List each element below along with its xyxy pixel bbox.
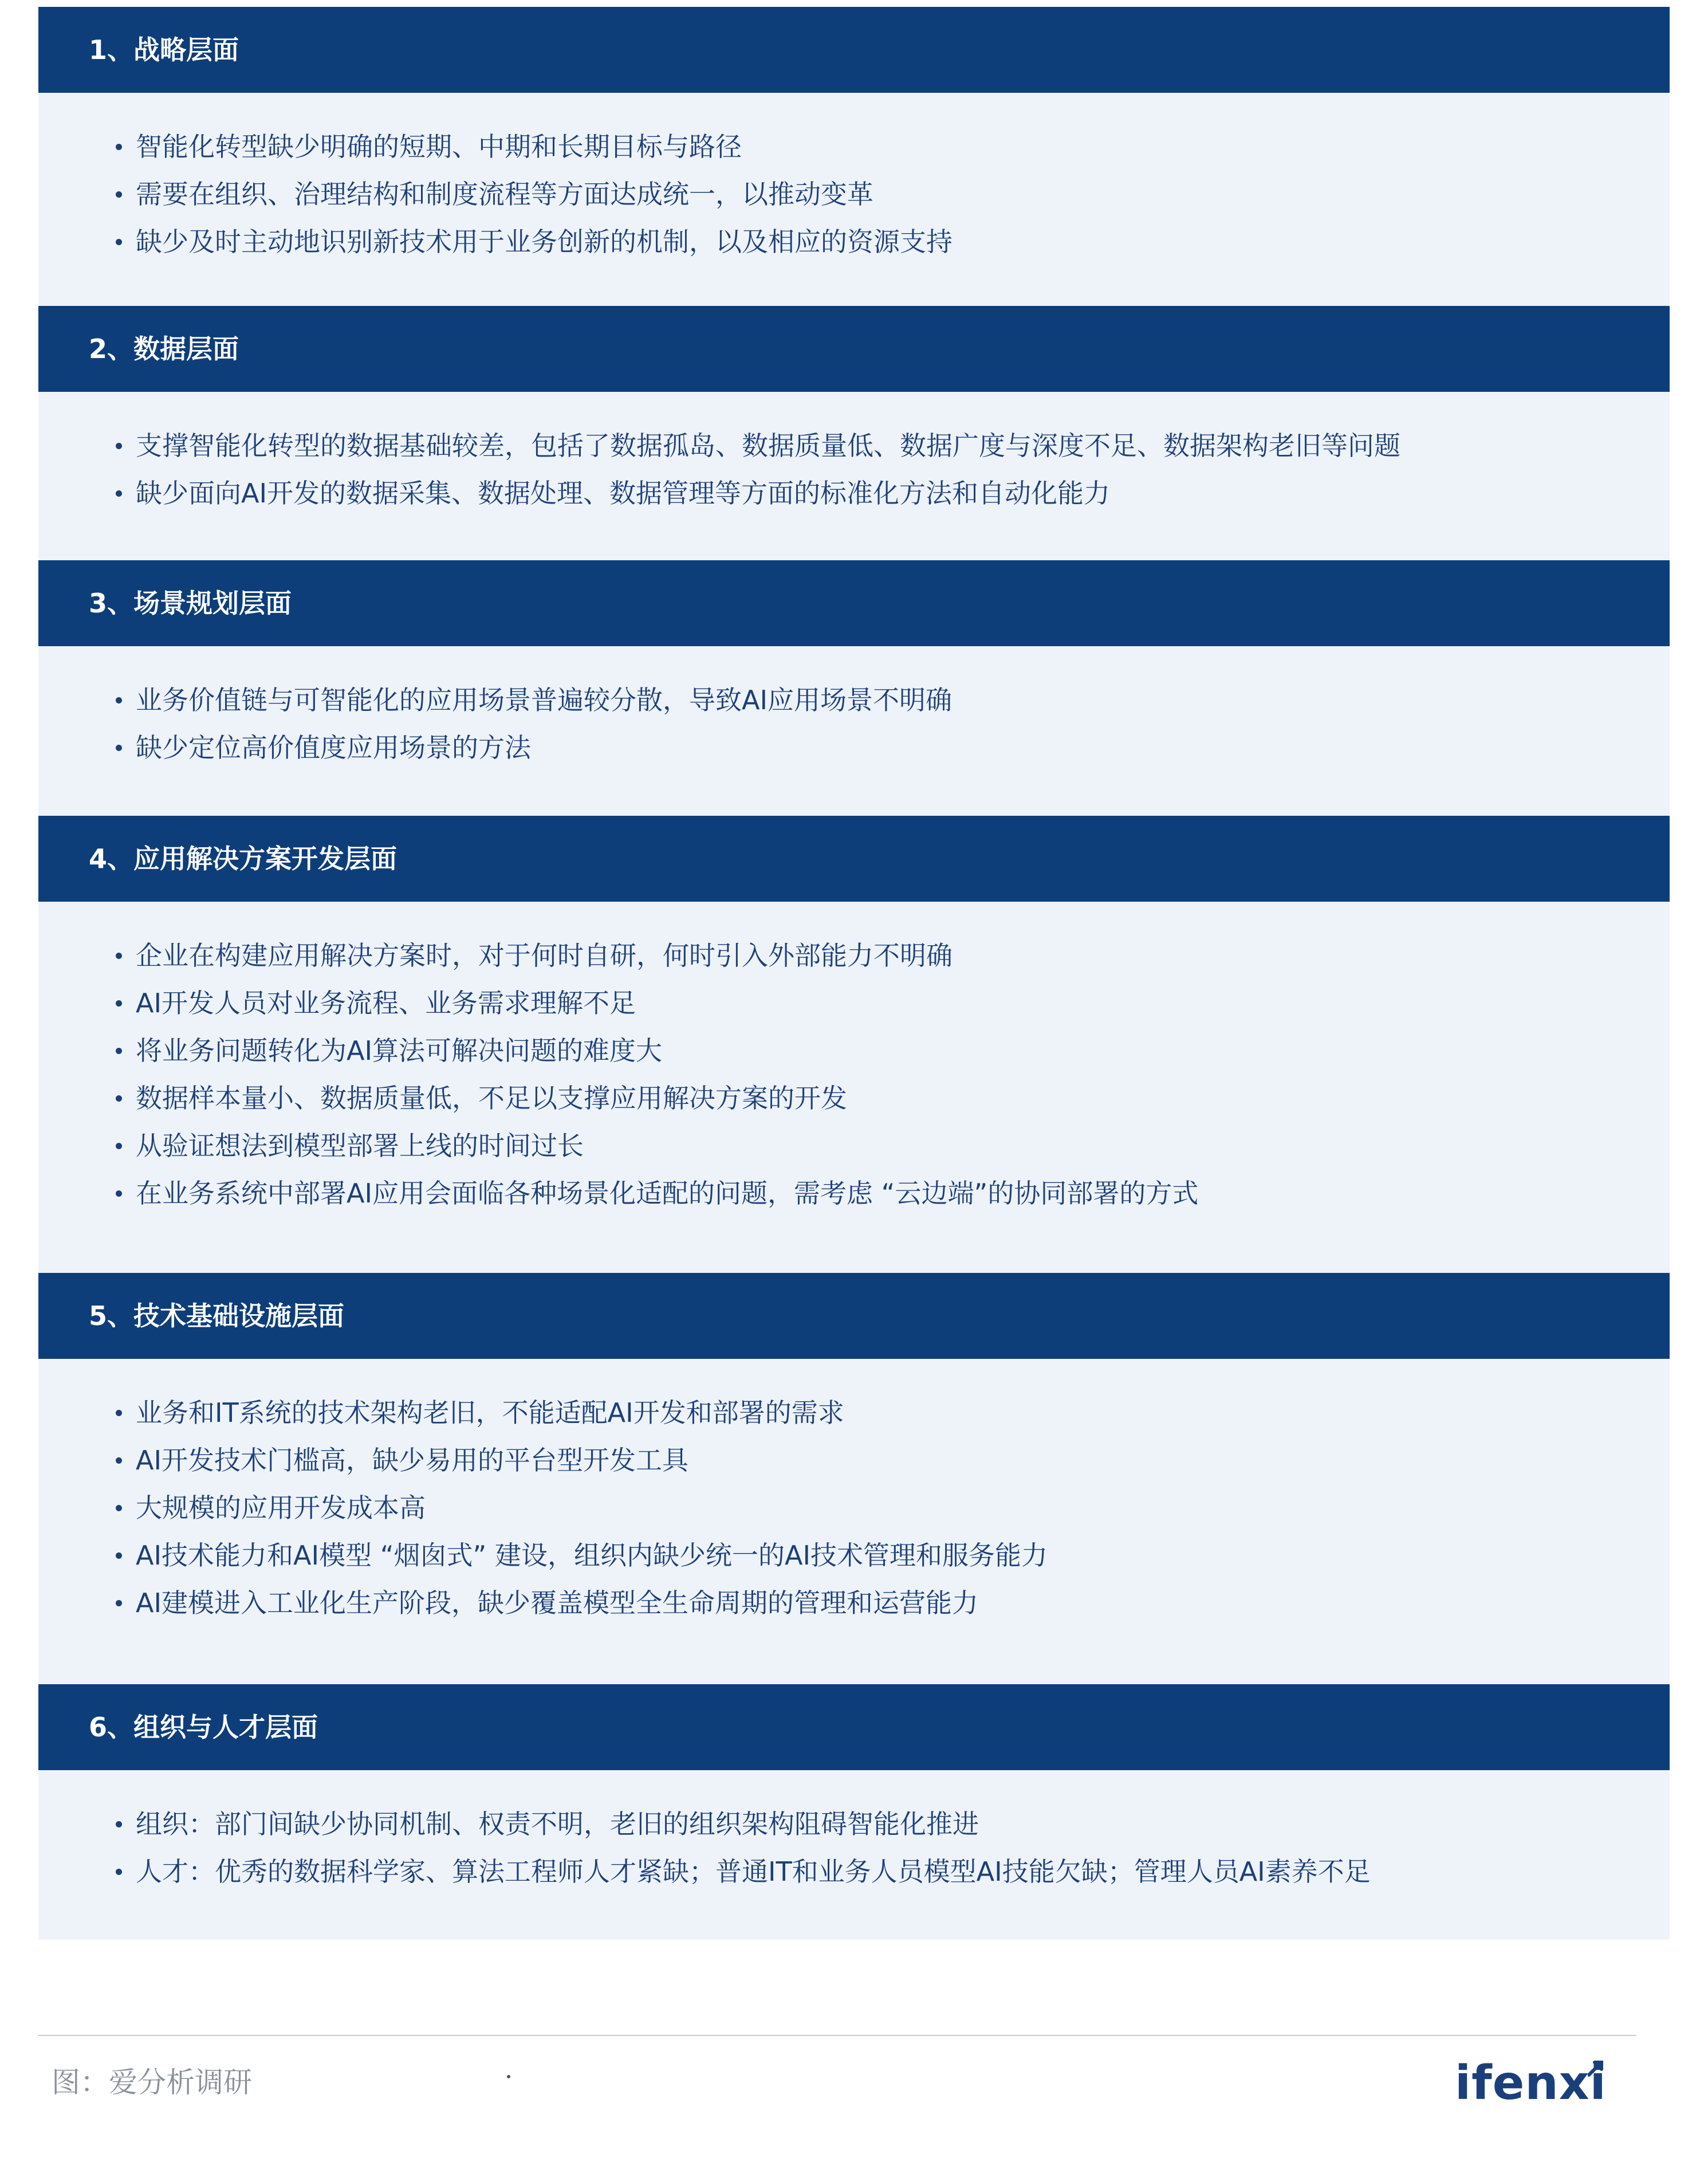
bullet-icon — [116, 490, 122, 497]
list-item: 缺少及时主动地识别新技术用于业务创新的机制，以及相应的资源支持 — [38, 218, 1670, 266]
bullet-icon — [116, 1600, 122, 1606]
list-item: 缺少定位高价值度应用场景的方法 — [38, 724, 1670, 772]
bullet-icon — [116, 1505, 122, 1511]
dot-mark — [507, 2075, 510, 2078]
item-list — [38, 1801, 1670, 1896]
ifenxi-logo — [1455, 2052, 1607, 2115]
bullet-icon — [116, 239, 122, 245]
section-body — [38, 646, 1670, 816]
section-body — [38, 93, 1670, 306]
list-item: AI技术能力和AI模型 “烟囱式” 建设，组织内缺少统一的AI技术管理和服务能力 — [38, 1532, 1670, 1579]
list-item: 支撑智能化转型的数据基础较差，包括了数据孤岛、数据质量低、数据广度与深度不足、数据架构老旧等问题 — [38, 422, 1670, 470]
section-organization-talent — [38, 1684, 1670, 1940]
item-list — [38, 1389, 1670, 1627]
section-body — [38, 392, 1670, 560]
bullet-icon — [116, 1143, 122, 1149]
section-header — [38, 306, 1670, 392]
list-item: 缺少面向AI开发的数据采集、数据处理、数据管理等方面的标准化方法和自动化能力 — [38, 470, 1670, 517]
bullet-icon — [116, 144, 122, 150]
bullet-icon — [116, 1457, 122, 1464]
section-header — [38, 1273, 1670, 1359]
bullet-icon — [116, 953, 122, 959]
section-scenario-planning — [38, 560, 1670, 816]
list-item: 业务和IT系统的技术架构老旧，不能适配AI开发和部署的需求 — [38, 1389, 1670, 1437]
section-strategy — [38, 7, 1670, 306]
section-body — [38, 1359, 1670, 1684]
footer-divider — [38, 2035, 1636, 2036]
section-title: 3、场景规划层面 — [89, 588, 292, 619]
list-item: AI建模进入工业化生产阶段，缺少覆盖模型全生命周期的管理和运营能力 — [38, 1579, 1670, 1627]
section-header — [38, 560, 1670, 646]
list-item: 组织：部门间缺少协同机制、权责不明，老旧的组织架构阻碍智能化推进 — [38, 1801, 1670, 1848]
bullet-icon — [116, 1190, 122, 1197]
bullet-icon — [116, 1869, 122, 1875]
section-data — [38, 306, 1670, 560]
list-item: 业务价值链与可智能化的应用场景普遍较分散，导致AI应用场景不明确 — [38, 677, 1670, 724]
bullet-icon — [116, 745, 122, 751]
list-item: 人才：优秀的数据科学家、算法工程师人才紧缺；普通IT和业务人员模型AI技能欠缺；管理人员AI素养不足 — [38, 1848, 1670, 1896]
section-header — [38, 1684, 1670, 1770]
figure-source: 图：爱分析调研 — [52, 2066, 252, 2099]
section-body — [38, 902, 1670, 1273]
item-list — [38, 932, 1670, 1217]
item-list — [38, 677, 1670, 772]
item-list — [38, 422, 1670, 517]
list-item: 智能化转型缺少明确的短期、中期和长期目标与路径 — [38, 123, 1670, 171]
section-infrastructure — [38, 1273, 1670, 1684]
bullet-icon — [116, 443, 122, 449]
bullet-icon — [116, 1095, 122, 1102]
bullet-icon — [116, 1048, 122, 1054]
list-item: AI开发技术门槛高，缺少易用的平台型开发工具 — [38, 1437, 1670, 1484]
bullet-icon — [116, 1552, 122, 1559]
section-title: 5、技术基础设施层面 — [89, 1300, 345, 1331]
list-item: 在业务系统中部署AI应用会面临各种场景化适配的问题，需考虑 “云边端”的协同部署的方式 — [38, 1170, 1670, 1217]
list-item: 需要在组织、治理结构和制度流程等方面达成统一，以推动变革 — [38, 171, 1670, 218]
list-item: 大规模的应用开发成本高 — [38, 1484, 1670, 1532]
list-item: 将业务问题转化为AI算法可解决问题的难度大 — [38, 1027, 1670, 1075]
list-item: 数据样本量小、数据质量低，不足以支撑应用解决方案的开发 — [38, 1075, 1670, 1122]
section-solution-development — [38, 816, 1670, 1273]
list-item: AI开发人员对业务流程、业务需求理解不足 — [38, 980, 1670, 1027]
bullet-icon — [116, 1821, 122, 1827]
bullet-icon — [116, 697, 122, 703]
section-title: 6、组织与人才层面 — [89, 1712, 318, 1743]
section-title: 2、数据层面 — [89, 333, 239, 364]
list-item: 企业在构建应用解决方案时，对于何时自研，何时引入外部能力不明确 — [38, 932, 1670, 980]
section-title: 4、应用解决方案开发层面 — [89, 843, 398, 874]
item-list — [38, 123, 1670, 266]
logo-text: ifenxi — [1455, 2056, 1607, 2110]
section-body — [38, 1770, 1670, 1940]
section-header — [38, 7, 1670, 93]
bullet-icon — [116, 191, 122, 198]
bullet-icon — [116, 1410, 122, 1416]
bullet-icon — [116, 1000, 122, 1007]
section-title: 1、战略层面 — [89, 34, 239, 65]
logo-accent-icon — [1588, 2060, 1605, 2077]
section-header — [38, 816, 1670, 902]
list-item: 从验证想法到模型部署上线的时间过长 — [38, 1122, 1670, 1170]
